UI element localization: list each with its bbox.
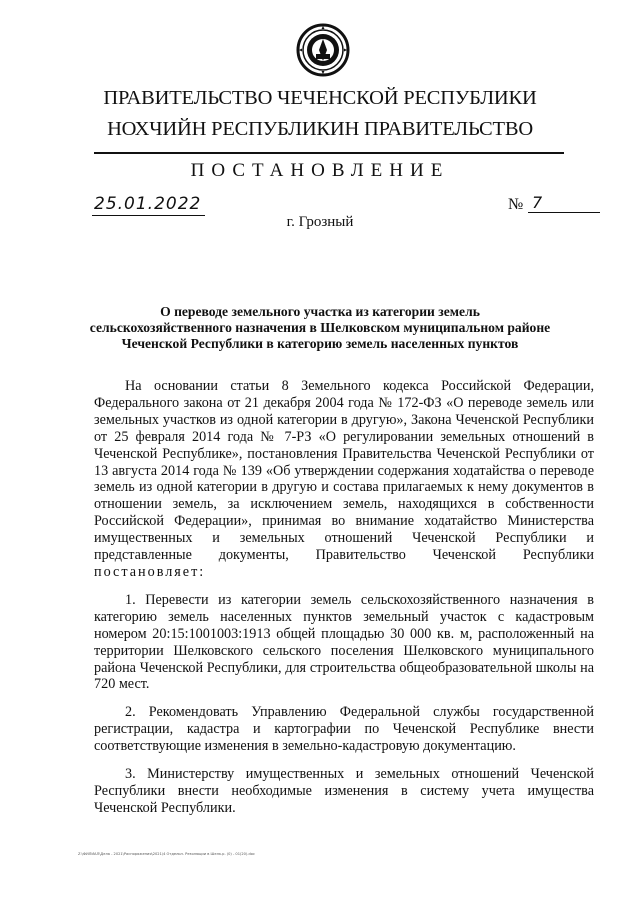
government-name-ru: ПРАВИТЕЛЬСТВО ЧЕЧЕНСКОЙ РЕСПУБЛИКИ [103, 87, 537, 109]
title-line: сельскохозяйственного назначения в Шелковском муниципальном районе [89, 320, 551, 335]
document-title [60, 304, 580, 352]
header-divider [94, 152, 564, 154]
file-path-footer: Z:\ФИЛИАЛ\Дела - 2021\Распоряжения\2021\4 Отдельн. Резолюции в Шелк.р. (0) - 01(20).doc [78, 852, 255, 856]
document-number: 7 [528, 193, 600, 213]
coat-of-arms-icon [296, 22, 350, 78]
document-city: г. Грозный [286, 214, 354, 230]
document-date: 25.01.2022 [92, 194, 205, 216]
item-paragraph: 2. Рекомендовать Управлению Федеральной службы государственной регистрации, кадастра и картографии по Чеченской Республике внести соответствующие изменения в земельно-кадастровую документацию. [94, 704, 594, 755]
preamble-text: На основании статьи 8 Земельного кодекса Российской Федерации, Федерального закона от 21 декабря 2004 года № 172-ФЗ «О переводе земель или земельных участков из одной категории в другую», Закона Чеченской Республики от 25 февраля 2014 года № 7-РЗ «О регулировании земельных отношений в Чеченской Республике», постановления Правительства Чеченской Республики от 13 августа 2014 года № 139 «Об утверждении содержания ходатайства о переводе земель из одной категории в другую и состава прилагаемых к нему документов в отношении земель, за исключением земель, находящихся в собственности Российской Федерации», принимая во внимание ходатайство Министерства имущественных и земельных отношений Чеченской Республики и представленные документы, Правительство Чеченской Республики [94, 378, 594, 564]
document-body [94, 378, 594, 828]
title-line: О переводе земельного участка из категории земель [160, 304, 480, 319]
preamble-paragraph [94, 378, 594, 581]
item-paragraph: 1. Перевести из категории земель сельскохозяйственного назначения в категорию земель населенных пунктов земельный участок с кадастровым номером 20:15:1001003:1913 общей площадью 30 000 кв. м, расположенный на территории Шелковского сельского поселения Шелковского муниципального района Чеченской Республики, для строительства общеобразовательной школы на 720 мест. [94, 591, 594, 693]
government-name-ce: НОХЧИЙН РЕСПУБЛИКИН ПРАВИТЕЛЬСТВО [107, 118, 533, 140]
document-type: ПОСТАНОВЛЕНИЕ [190, 160, 450, 181]
title-line: Чеченской Республики в категорию земель населенных пунктов [121, 336, 519, 351]
resolves-text: постановляет: [94, 563, 206, 580]
document-number-label: № [508, 196, 524, 213]
item-paragraph: 3. Министерству имущественных и земельных отношений Чеченской Республики внести необходимые изменения в систему учета имущества Чеченской Республики. [94, 766, 594, 816]
